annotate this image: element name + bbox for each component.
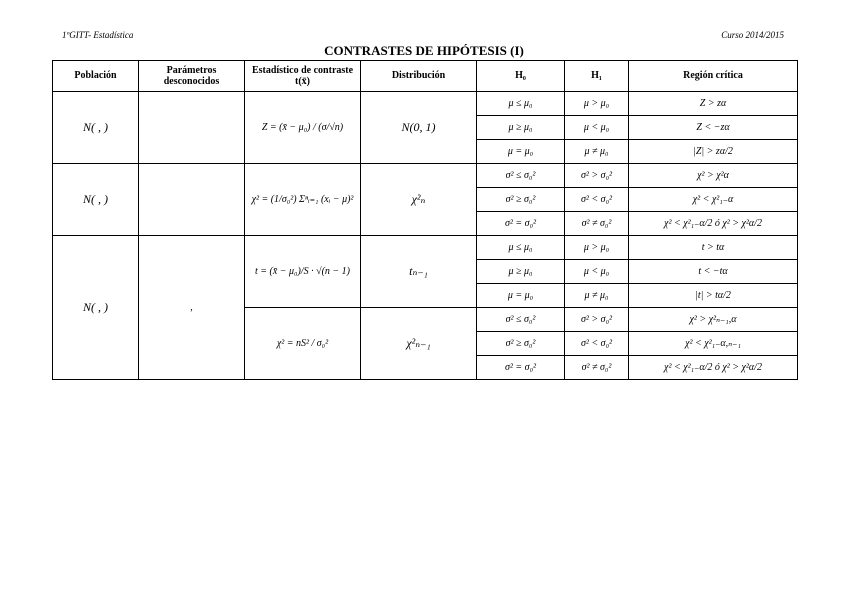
estadistico-cell: χ² = nS² / σ₀² (245, 308, 361, 380)
header-course-label: 1ºGITT- Estadística (62, 30, 134, 40)
h0-cell: σ² = σ₀² (477, 356, 565, 380)
h0-cell: σ² = σ₀² (477, 212, 565, 236)
region-cell: t < −tα (629, 260, 798, 284)
region-cell: χ² < χ²₁₋α (629, 188, 798, 212)
table-header-row (53, 61, 798, 92)
poblacion-cell: N( , ) (53, 92, 139, 164)
region-cell: |t| > tα/2 (629, 284, 798, 308)
h1-cell: μ > μ₀ (565, 236, 629, 260)
h1-cell: μ > μ₀ (565, 92, 629, 116)
parametros-cell: , (139, 236, 245, 380)
h1-cell: σ² ≠ σ₀² (565, 212, 629, 236)
distribucion-cell: χ²ₙ₋₁ (361, 308, 477, 380)
estadistico-cell: Z = (x̄ − μ₀) / (σ/√n) (245, 92, 361, 164)
column-header: Población (53, 61, 139, 92)
region-cell: t > tα (629, 236, 798, 260)
distribucion-cell: N(0, 1) (361, 92, 477, 164)
h0-cell: μ = μ₀ (477, 284, 565, 308)
parametros-cell (139, 92, 245, 164)
h1-cell: σ² > σ₀² (565, 164, 629, 188)
h0-cell: μ ≥ μ₀ (477, 260, 565, 284)
h1-cell: σ² < σ₀² (565, 332, 629, 356)
column-header: H₁ (565, 61, 629, 92)
h0-cell: μ ≤ μ₀ (477, 92, 565, 116)
header-year-label: Curso 2014/2015 (721, 30, 784, 40)
region-cell: |Z| > zα/2 (629, 140, 798, 164)
column-header: Región crítica (629, 61, 798, 92)
h0-cell: μ ≤ μ₀ (477, 236, 565, 260)
region-cell: χ² < χ²₁₋α/2 ó χ² > χ²α/2 (629, 356, 798, 380)
h1-cell: σ² > σ₀² (565, 308, 629, 332)
h1-cell: μ < μ₀ (565, 260, 629, 284)
h1-cell: μ ≠ μ₀ (565, 140, 629, 164)
h0-cell: σ² ≤ σ₀² (477, 164, 565, 188)
column-header: H₀ (477, 61, 565, 92)
poblacion-cell: N( , ) (53, 164, 139, 236)
region-cell: χ² < χ²₁₋α/2 ó χ² > χ²α/2 (629, 212, 798, 236)
estadistico-cell: χ² = (1/σ₀²) Σⁿᵢ₌₁ (xᵢ − μ)² (245, 164, 361, 236)
distribucion-cell: χ²ₙ (361, 164, 477, 236)
column-header: Parámetros desconocidos (139, 61, 245, 92)
hypothesis-tests-table (52, 60, 798, 380)
h0-cell: μ ≥ μ₀ (477, 116, 565, 140)
h1-cell: μ ≠ μ₀ (565, 284, 629, 308)
table-row (53, 164, 798, 188)
table-row (53, 236, 798, 260)
h1-cell: μ < μ₀ (565, 116, 629, 140)
h0-cell: σ² ≥ σ₀² (477, 332, 565, 356)
page-title: CONTRASTES DE HIPÓTESIS (I) (324, 43, 524, 58)
parametros-cell (139, 164, 245, 236)
region-cell: Z < −zα (629, 116, 798, 140)
region-cell: χ² < χ²₁₋α,ₙ₋₁ (629, 332, 798, 356)
h1-cell: σ² ≠ σ₀² (565, 356, 629, 380)
region-cell: χ² > χ²ₙ₋₁,α (629, 308, 798, 332)
column-header: Estadístico de contraste t(x̄) (245, 61, 361, 92)
poblacion-cell: N( , ) (53, 236, 139, 380)
h0-cell: μ = μ₀ (477, 140, 565, 164)
column-header: Distribución (361, 61, 477, 92)
h1-cell: σ² < σ₀² (565, 188, 629, 212)
estadistico-cell: t = (x̄ − μ₀)/S · √(n − 1) (245, 236, 361, 308)
h0-cell: σ² ≥ σ₀² (477, 188, 565, 212)
distribucion-cell: tₙ₋₁ (361, 236, 477, 308)
region-cell: Z > zα (629, 92, 798, 116)
region-cell: χ² > χ²α (629, 164, 798, 188)
h0-cell: σ² ≤ σ₀² (477, 308, 565, 332)
table-row (53, 92, 798, 116)
